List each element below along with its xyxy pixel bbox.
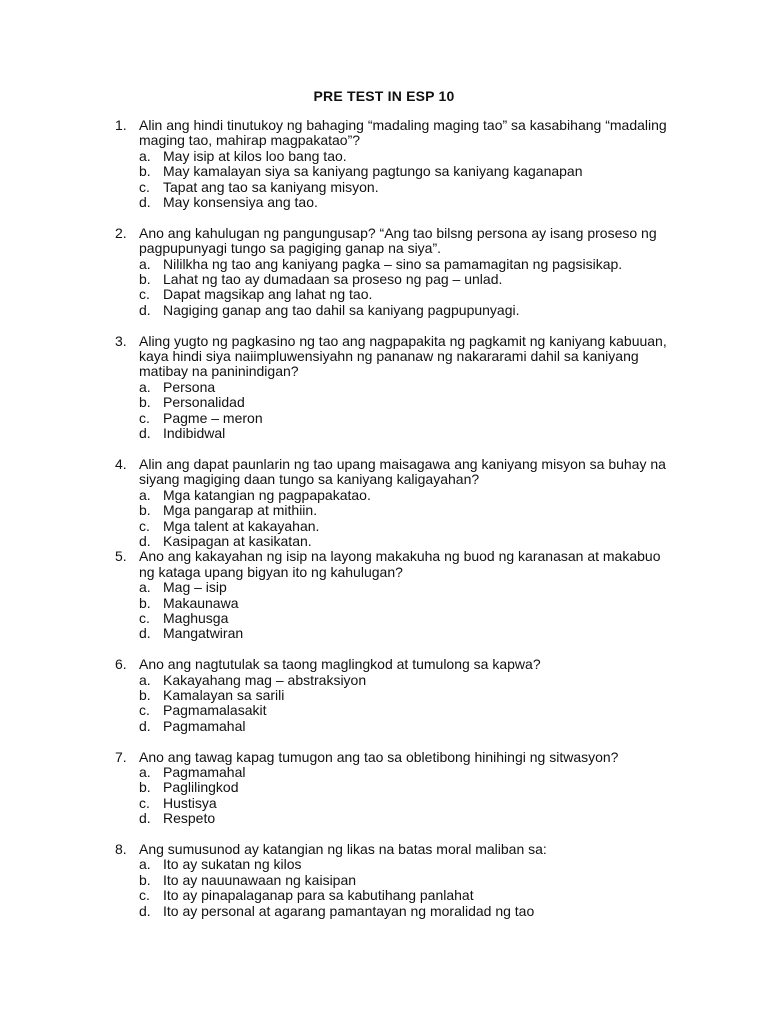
- question-number: 3.: [115, 332, 127, 349]
- choice-text: Pagmamahal: [163, 717, 246, 734]
- choice-text: Ito ay pinapalaganap para sa kabutihang panlahat: [163, 887, 474, 904]
- question-number: 8.: [115, 841, 127, 857]
- question-text: Ano ang kakayahan ng isip na layong makakuha ng buod ng karanasan at makabuo ng kataga upang bigyan ito ng kahulugan?: [139, 548, 661, 580]
- question-number: 2.: [115, 224, 127, 241]
- choice-letter: c.: [139, 702, 150, 719]
- choice-letter: d.: [139, 194, 151, 211]
- choice-text: Kamalayan sa sarili: [163, 686, 285, 703]
- choice-d: [139, 626, 675, 641]
- choice-letter: b.: [139, 779, 151, 796]
- choice-c: [139, 287, 675, 302]
- question-number: 5.: [115, 548, 127, 565]
- choice-b: [139, 688, 675, 703]
- choice-letter: a.: [139, 255, 151, 272]
- choice-letter: d.: [139, 625, 151, 642]
- choice-text: Kasipagan at kasikatan.: [163, 532, 312, 549]
- choice-b: [139, 873, 675, 888]
- choice-text: Ito ay personal at agarang pamantayan ng moralidad ng tao: [163, 902, 535, 919]
- choice-text: Personalidad: [163, 394, 245, 411]
- question-7: [115, 750, 675, 827]
- question-text: Alin ang dapat paunlarin ng tao upang maisagawa ang kaniyang misyon sa buhay na siyang magiging daan tungo sa kaniyang kaligayahan?: [139, 455, 666, 488]
- choice-c: [139, 796, 675, 811]
- choice-d: [139, 811, 675, 826]
- choice-text: Pagme – meron: [163, 409, 263, 426]
- choice-text: Mga talent at kakayahan.: [163, 517, 320, 534]
- choice-letter: d.: [139, 902, 151, 919]
- choice-text: Mag – isip: [163, 579, 227, 596]
- choice-b: [139, 503, 675, 518]
- page-title: PRE TEST IN ESP 10: [313, 88, 455, 104]
- choice-text: Paglilingkod: [163, 779, 239, 796]
- choice-letter: a.: [139, 147, 151, 164]
- choice-c: [139, 411, 675, 426]
- choice-letter: a.: [139, 763, 151, 780]
- choice-d: [139, 303, 675, 318]
- question-2: [115, 226, 675, 318]
- choice-b: [139, 780, 675, 795]
- choice-text: Mga katangian ng pagpapakatao.: [163, 486, 371, 503]
- choice-a: [139, 149, 675, 164]
- choice-text: Mga pangarap at mithiin.: [163, 502, 318, 519]
- choice-d: [139, 719, 675, 734]
- choice-a: [139, 580, 675, 595]
- choice-letter: d.: [139, 717, 151, 734]
- question-3: [115, 334, 675, 442]
- question-number: 1.: [115, 117, 127, 133]
- question-4: [115, 457, 675, 549]
- choice-letter: c.: [139, 887, 150, 904]
- choice-letter: b.: [139, 163, 151, 180]
- choice-letter: c.: [139, 609, 150, 626]
- question-number: 6.: [115, 656, 127, 673]
- choice-text: Ito ay sukatan ng kilos: [163, 856, 302, 873]
- choice-letter: b.: [139, 394, 151, 411]
- choice-b: [139, 272, 675, 287]
- question-text: Ang sumusunod ay katangian ng likas na batas moral maliban sa:: [139, 841, 547, 857]
- choice-b: [139, 395, 675, 410]
- question-number: 7.: [115, 748, 127, 765]
- question-text: Alin ang hindi tinutukoy ng bahaging “madaling maging tao” sa kasabihang “madaling maging tao, mahirap magpakatao”?: [139, 117, 667, 149]
- choice-letter: b.: [139, 502, 151, 519]
- choice-text: Lahat ng tao ay dumadaan sa proseso ng pag – unlad.: [163, 271, 503, 288]
- choice-letter: a.: [139, 378, 151, 395]
- choice-a: [139, 257, 675, 272]
- choice-d: [139, 534, 675, 549]
- choice-c: [139, 519, 675, 534]
- choice-d: [139, 904, 675, 919]
- choice-b: [139, 164, 675, 179]
- choice-letter: b.: [139, 686, 151, 703]
- question-1: [115, 118, 675, 210]
- question-6: [115, 657, 675, 734]
- choice-letter: c.: [139, 794, 150, 811]
- choice-letter: d.: [139, 425, 151, 442]
- choice-text: Persona: [163, 378, 216, 395]
- choice-letter: c.: [139, 286, 150, 303]
- question-text: Aling yugto ng pagkasino ng tao ang nagpapakita ng pagkamit ng kaniyang kabuuan, kaya hindi siya naiimpluwensiyahn ng pananaw ng nakararami dahil sa kaniyang matibay na paninindigan?: [139, 332, 667, 380]
- choice-letter: c.: [139, 517, 150, 534]
- choice-text: Indibidwal: [163, 425, 226, 442]
- question-8: [115, 842, 675, 919]
- question-text: Ano ang tawag kapag tumugon ang tao sa obletibong hinihingi ng sitwasyon?: [139, 748, 619, 765]
- choice-text: Pagmamahal: [163, 763, 246, 780]
- choice-letter: a.: [139, 671, 151, 688]
- choice-letter: a.: [139, 579, 151, 596]
- choice-c: [139, 888, 675, 903]
- choice-letter: b.: [139, 594, 151, 611]
- question-5: [115, 549, 675, 641]
- question-text: Ano ang kahulugan ng pangungusap? “Ang tao bilsng persona ay isang proseso ng pagpupunyagi tungo sa pagiging ganap na siya”.: [139, 224, 657, 257]
- choice-letter: d.: [139, 301, 151, 318]
- choice-text: Respeto: [163, 810, 216, 827]
- question-list: [115, 118, 675, 919]
- choice-letter: d.: [139, 532, 151, 549]
- choice-text: Nililkha ng tao ang kaniyang pagka – sino sa pamamagitan ng pagsisikap.: [163, 255, 623, 272]
- choice-letter: b.: [139, 271, 151, 288]
- choice-text: Ito ay nauunawaan ng kaisipan: [163, 871, 357, 888]
- choice-text: Tapat ang tao sa kaniyang misyon.: [163, 178, 379, 195]
- choice-c: [139, 180, 675, 195]
- choice-text: Mangatwiran: [163, 625, 244, 642]
- choice-text: Hustisya: [163, 794, 217, 811]
- question-text: Ano ang nagtutulak sa taong maglingkod at tumulong sa kapwa?: [139, 656, 541, 673]
- choice-a: [139, 488, 675, 503]
- choice-a: [139, 673, 675, 688]
- choice-a: [139, 857, 675, 872]
- choice-text: May konsensiya ang tao.: [163, 194, 318, 211]
- choice-a: [139, 380, 675, 395]
- choice-c: [139, 611, 675, 626]
- choice-letter: c.: [139, 178, 150, 195]
- choice-text: Kakayahang mag – abstraksiyon: [163, 671, 367, 688]
- choice-text: Makaunawa: [163, 594, 239, 611]
- question-number: 4.: [115, 455, 127, 472]
- choice-letter: a.: [139, 486, 151, 503]
- choice-text: May isip at kilos loo bang tao.: [163, 147, 347, 164]
- choice-c: [139, 703, 675, 718]
- choice-d: [139, 426, 675, 441]
- choice-b: [139, 596, 675, 611]
- choice-letter: d.: [139, 810, 151, 827]
- choice-letter: b.: [139, 871, 151, 888]
- choice-letter: a.: [139, 856, 151, 873]
- choice-letter: c.: [139, 409, 150, 426]
- choice-text: Pagmamalasakit: [163, 702, 267, 719]
- choice-text: Nagiging ganap ang tao dahil sa kaniyang pagpupunyagi.: [163, 301, 520, 318]
- choice-a: [139, 765, 675, 780]
- choice-text: May kamalayan siya sa kaniyang pagtungo sa kaniyang kaganapan: [163, 163, 583, 180]
- choice-d: [139, 195, 675, 210]
- choice-text: Dapat magsikap ang lahat ng tao.: [163, 286, 373, 303]
- choice-text: Maghusga: [163, 609, 229, 626]
